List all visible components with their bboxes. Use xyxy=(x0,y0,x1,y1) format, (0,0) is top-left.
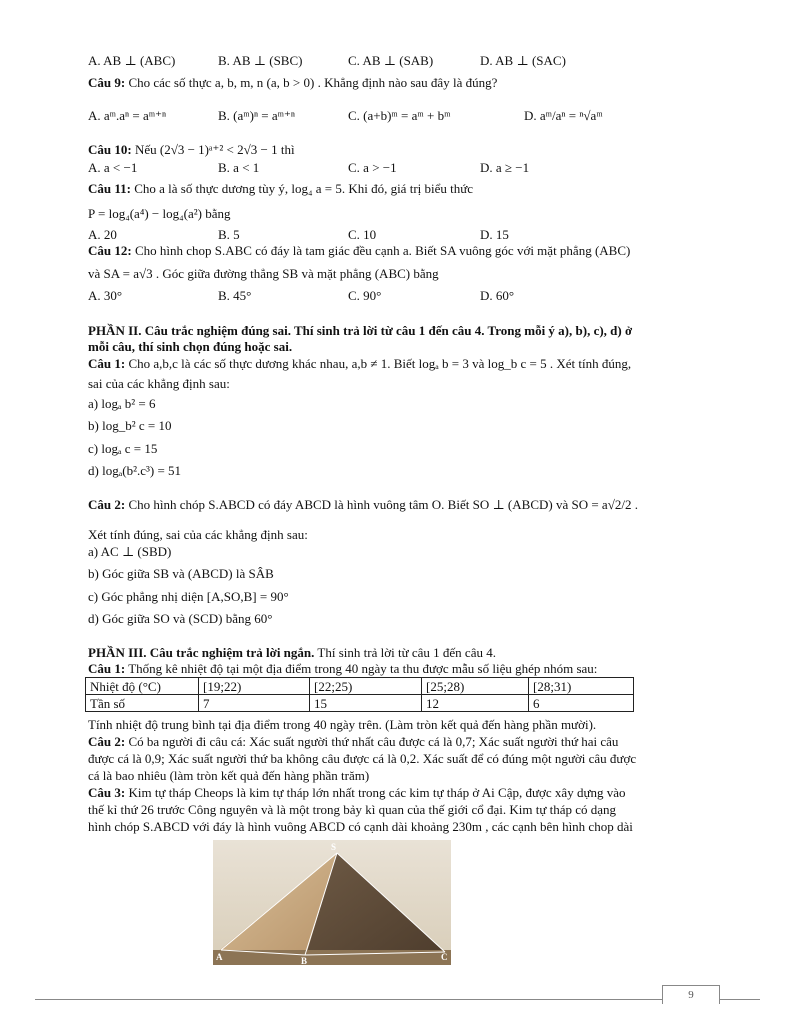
part2-q2-stem xyxy=(88,497,638,512)
part3-q3-label: Câu 3: xyxy=(88,785,126,800)
part3-q2-text: Có ba người đi câu cá: Xác suất người thứ nhất câu được cá là 0,7; Xác suất người thứ hai câu xyxy=(128,734,619,749)
part2-q2-item-b: b) Góc giữa SB và (ABCD) là SÂB xyxy=(88,566,274,581)
q9-option-d: D. aᵐ/aⁿ = ⁿ√aᵐ xyxy=(524,108,603,123)
q11-option-d: D. 15 xyxy=(480,227,509,242)
q9-option-a: A. aᵐ.aⁿ = aᵐ⁺ⁿ xyxy=(88,108,167,123)
part2-heading: PHẦN II. Câu trắc nghiệm đúng sai. Thí sinh trả lời từ câu 1 đến câu 4. Trong mỗi ý a), b), c), d) ở xyxy=(88,323,633,338)
part2-q2-item-a: a) AC ⊥ (SBD) xyxy=(88,544,172,559)
q11-label: Câu 11: xyxy=(88,181,131,196)
part3-q2-line2: được cá là 0,9; Xác suất người thứ ba không câu được cá là 0,2. Xác suất để có đúng một người câu được xyxy=(88,751,637,766)
q12-option-b: B. 45° xyxy=(218,288,252,303)
q10-option-d: D. a ≥ −1 xyxy=(480,160,530,175)
q10-option-a: A. a < −1 xyxy=(88,160,138,175)
q9-option-b: B. (aᵐ)ⁿ = aᵐ⁺ⁿ xyxy=(218,108,295,123)
q11-expression: P = log₄(a⁴) − log₄(a²) bằng xyxy=(88,206,231,221)
table-cell: 12 xyxy=(422,695,529,712)
q9-option-c: C. (a+b)ᵐ = aᵐ + bᵐ xyxy=(348,108,451,123)
part2-q1-item-b: b) log_b² c = 10 xyxy=(88,418,172,433)
part3-heading-rest: Thí sinh trả lời từ câu 1 đến câu 4. xyxy=(314,645,496,660)
part3-q1-label: Câu 1: xyxy=(88,661,126,676)
q12-line2: và SA = a√3 . Góc giữa đường thẳng SB và mặt phẳng (ABC) bằng xyxy=(88,266,439,281)
part2-q1-item-d: d) logₐ(b².c³) = 51 xyxy=(88,463,182,478)
table-cell: 7 xyxy=(199,695,310,712)
table-cell: [19;22) xyxy=(199,678,310,695)
part3-q2-label: Câu 2: xyxy=(88,734,126,749)
q11-stem xyxy=(88,181,473,196)
table-cell: 6 xyxy=(529,695,634,712)
vertex-label-a: A xyxy=(216,952,223,962)
part2-q1-item-c: c) logₐ c = 15 xyxy=(88,441,158,456)
part3-q3-text: Kim tự tháp Cheops là kim tự tháp lớn nhất trong các kim tự tháp ở Ai Cập, được xây dựng vào xyxy=(128,785,626,800)
q12-option-d: D. 60° xyxy=(480,288,515,303)
part3-heading-bold: PHẦN III. Câu trắc nghiệm trả lời ngắn. xyxy=(88,645,315,660)
table-cell: Tần số xyxy=(86,695,199,712)
part2-q2-item-d: d) Góc giữa SO và (SCD) bằng 60° xyxy=(88,611,273,626)
part3-q2-line3: cá là bao nhiêu (làm tròn kết quả đến hàng phần trăm) xyxy=(88,768,370,783)
part3-q2-stem xyxy=(88,734,618,749)
part3-q1-text: Thống kê nhiệt độ tại một địa điểm trong 40 ngày ta thu được mẫu số liệu ghép nhóm sau: xyxy=(128,661,598,676)
part2-q2-line2: Xét tính đúng, sai của các khẳng định sau: xyxy=(88,527,308,542)
table-cell: [22;25) xyxy=(310,678,422,695)
footer-divider xyxy=(35,999,760,1000)
part2-q1-text: Cho a,b,c là các số thực dương khác nhau, a,b ≠ 1. Biết logₐ b = 3 và log_b c = 5 . Xét tính đúng, xyxy=(128,356,632,371)
vertex-label-b: B xyxy=(301,956,308,965)
q10-option-b: B. a < 1 xyxy=(218,160,260,175)
part2-q2-label: Câu 2: xyxy=(88,497,126,512)
part2-q1-line2: sai của các khẳng định sau: xyxy=(88,376,230,391)
q12-text: Cho hình chop S.ABC có đáy là tam giác đều cạnh a. Biết SA vuông góc với mặt phẳng (ABC) xyxy=(134,243,631,258)
q12-label: Câu 12: xyxy=(88,243,132,258)
part3-heading xyxy=(88,645,496,660)
q10-text: Nếu (2√3 − 1)ᵃ⁺² < 2√3 − 1 thì xyxy=(134,142,295,157)
part2-q2-text: Cho hình chóp S.ABCD có đáy ABCD là hình vuông tâm O. Biết SO ⊥ (ABCD) và SO = a√2/2 . xyxy=(128,497,638,512)
q8-option-b: B. AB ⊥ (SBC) xyxy=(218,53,303,68)
q10-option-c: C. a > −1 xyxy=(348,160,397,175)
table-cell: [28;31) xyxy=(529,678,634,695)
table-row xyxy=(86,695,634,712)
q10-label: Câu 10: xyxy=(88,142,132,157)
part3-q3-line3: hình chóp S.ABCD với đáy là hình vuông ABCD có cạnh dài khoảng 230m , các cạnh bên hình chop dài xyxy=(88,819,633,834)
page-number: 9 xyxy=(662,985,720,1004)
table-row xyxy=(86,678,634,695)
q8-option-d: D. AB ⊥ (SAC) xyxy=(480,53,566,68)
part3-q3-line2: thế kỉ thứ 26 trước Công nguyên và là một trong bảy kì quan của thế giới cổ đại. Kim tự tháp có dạng xyxy=(88,802,617,817)
frequency-table xyxy=(85,677,634,712)
q12-option-c: C. 90° xyxy=(348,288,382,303)
q11-text: Cho a là số thực dương tùy ý, log₄ a = 5. Khi đó, giá trị biểu thức xyxy=(134,181,474,196)
part2-q1-item-a: a) logₐ b² = 6 xyxy=(88,396,156,411)
q11-option-a: A. 20 xyxy=(88,227,117,242)
q8-option-a: A. AB ⊥ (ABC) xyxy=(88,53,176,68)
part3-q1-stem xyxy=(88,661,597,676)
part3-q3-stem xyxy=(88,785,626,800)
q11-option-b: B. 5 xyxy=(218,227,240,242)
part2-q1-stem xyxy=(88,356,631,371)
vertex-label-c: C xyxy=(441,952,448,962)
pyramid-photo xyxy=(213,840,451,965)
q8-option-c: C. AB ⊥ (SAB) xyxy=(348,53,434,68)
part2-q1-label: Câu 1: xyxy=(88,356,126,371)
q12-option-a: A. 30° xyxy=(88,288,123,303)
vertex-label-s: S xyxy=(331,842,337,852)
q9-stem xyxy=(88,75,497,90)
q9-text: Cho các số thực a, b, m, n (a, b > 0) . Khẳng định nào sau đây là đúng? xyxy=(128,75,498,90)
part2-q2-item-c: c) Góc phẳng nhị diện [A,SO,B] = 90° xyxy=(88,589,289,604)
q9-label: Câu 9: xyxy=(88,75,126,90)
table-cell: 15 xyxy=(310,695,422,712)
q10-stem xyxy=(88,142,295,157)
part2-heading-2: mỗi câu, thí sinh chọn đúng hoặc sai. xyxy=(88,339,293,354)
pyramid-illustration xyxy=(213,840,451,965)
table-cell: Nhiệt độ (°C) xyxy=(86,678,199,695)
part3-q1-after: Tính nhiệt độ trung bình tại địa điểm trong 40 ngày trên. (Làm tròn kết quả đến hàng phần mười). xyxy=(88,717,597,732)
table-cell: [25;28) xyxy=(422,678,529,695)
q12-stem xyxy=(88,243,630,258)
q11-option-c: C. 10 xyxy=(348,227,377,242)
